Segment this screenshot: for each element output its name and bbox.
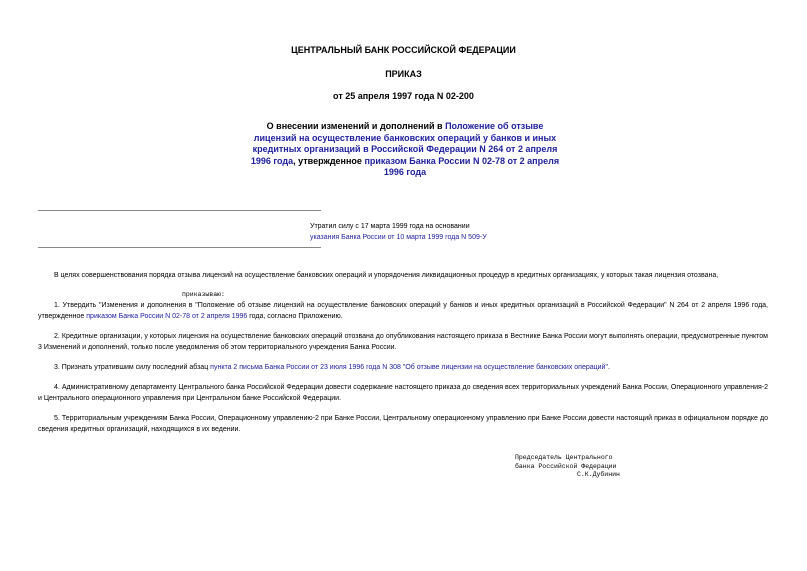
title-order-link[interactable]: приказом Банка России N 02-78 от 2 апреля 1996 года [364, 155, 560, 177]
signature-line-2: банка Российской Федерации [515, 462, 617, 470]
lost-force-link[interactable]: указания Банка России от 10 марта 1999 года N 509-У [310, 234, 487, 241]
paragraph-4: 4. Административному департаменту Центрального банка Российской Федерации довести содержание настоящего приказа до сведения всех территориальных учреждений Банка России, Операционного управления-2 и Центрального операционного управления при Центральном банке Российской Федерации. [38, 384, 768, 402]
paragraph-1 [38, 300, 768, 322]
p1-text-b: года, согласно Приложению. [247, 313, 343, 320]
preamble: В целях совершенствования порядка отзыва лицензий на осуществление банковских операций и упорядочения ликвидационных процедур в кредитных организациях, у которых такая лицензия отозвана, [54, 272, 719, 279]
document-title [250, 121, 560, 179]
title-mid: , утвержденное [293, 155, 365, 166]
p1-text-a: 1. Утвердить "Изменения и дополнения в "Положение об отзыве лицензий на осуществление банковских операций у банков и иных кредитных организаций в Российской Федерации" N 264 от 2 апреля 1996 года, утвержденное [38, 302, 768, 320]
bank-name: ЦЕНТРАЛЬНЫЙ БАНК РОССИЙСКОЙ ФЕДЕРАЦИИ [291, 45, 516, 55]
lost-force-text: Утратил силу с 17 марта 1999 года на основании [310, 223, 470, 230]
signature-line-1: Председатель Центрального [515, 454, 613, 461]
p3-text-b: . [607, 364, 610, 371]
p3-text-a: 3. Признать утратившим силу последний абзац [54, 364, 211, 371]
p3-letter-link[interactable]: пункта 2 письма Банка России от 23 июля 1996 года N 308 "Об отзыве лицензии на осуществление банковских операций" [210, 364, 608, 371]
title-regulation-link[interactable]: Положение об отзыве лицензий на осуществление банковских операций у банков и иных кредитных организаций в Российской Федерации N 264 от 2 апреля 1996 года [250, 121, 558, 166]
signature-name: С.К.Дубинин [577, 471, 620, 478]
paragraph-3 [38, 362, 768, 373]
title-prefix: О внесении изменений и дополнений в [266, 121, 446, 131]
paragraph-5: 5. Территориальным учреждениям Банка России, Операционному управлению-2 при Банке России, Центральному операционному управлению при Банке России довести настоящий приказ в официальном порядке до сведения кредитных организаций, находящихся в их ведении. [38, 415, 768, 433]
paragraph-2: 2. Кредитные организации, у которых лицензия на осуществление банковских операций отозвана до опубликования настоящего приказа в Вестнике Банка России могут выполнять операции, предусмотренные пунктом 3 Изменений и дополнений, только после уведомления об этом территориального учреждения Банка России. [38, 333, 768, 351]
doc-date-number: от 25 апреля 1997 года N 02-200 [333, 91, 474, 101]
p1-order-link[interactable]: приказом Банка России N 02-78 от 2 апреля 1996 [86, 313, 248, 320]
signature-block [515, 454, 620, 480]
divider-bottom [38, 247, 321, 248]
lost-force-note [310, 221, 560, 243]
orders-word: приказываю: [182, 291, 225, 298]
doc-type: ПРИКАЗ [385, 69, 422, 79]
divider-top [38, 210, 321, 211]
